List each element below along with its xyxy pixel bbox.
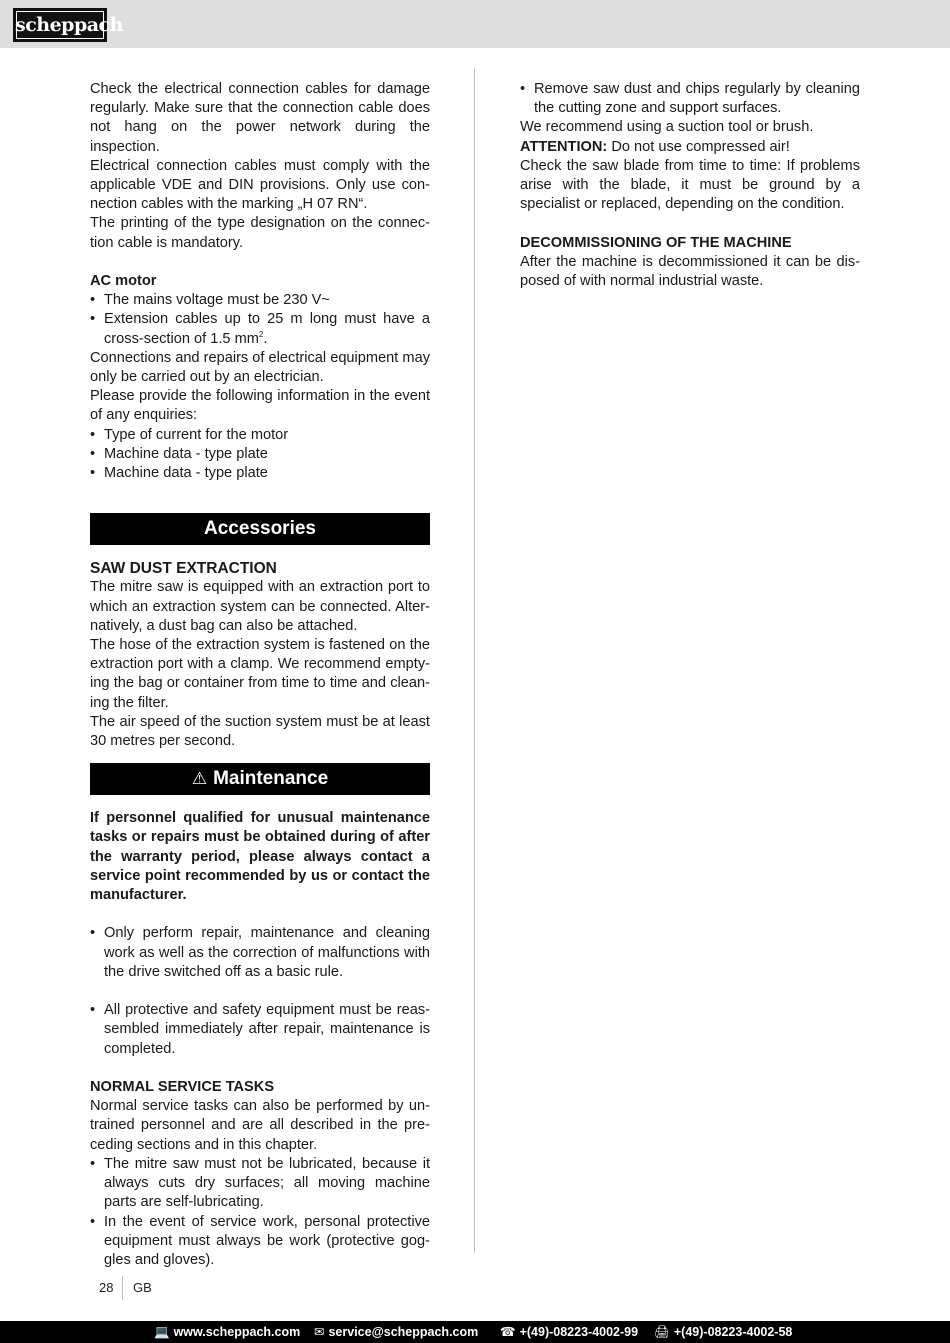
footer-phone: ☎ +(49)-08223-4002-99 — [500, 1325, 639, 1339]
header-bar — [0, 0, 950, 48]
cleaning-list — [520, 80, 860, 118]
normal-service-list — [90, 1155, 430, 1270]
list-item: • Type of current for the motor — [90, 426, 430, 445]
warning-icon: ⚠ — [191, 769, 208, 789]
computer-icon: 💻 — [154, 1325, 170, 1339]
suction-tool-para: We recommend using a suction tool or brush. — [520, 119, 814, 136]
ac-motor-heading: AC motor — [90, 273, 157, 290]
saw-dust-para-2: The hose of the extraction system is fastened on the extraction port with a clamp. We recommend emptying the bag or container from time to time and cleaning the filter. — [90, 637, 430, 711]
list-item: • All protective and safety equipment must be reassembled immediately after repair, maintenance is completed. — [90, 1001, 430, 1059]
decommissioning-para: After the machine is decommissioned it can be disposed of with normal industrial waste. — [520, 253, 860, 290]
maintenance-section-bar: ⚠ Maintenance — [90, 763, 430, 795]
attention-para: ATTENTION: Do not use compressed air! — [520, 138, 790, 155]
attention-label: ATTENTION: — [520, 138, 608, 155]
decommissioning-heading: DECOMMISSIONING OF THE MACHINE — [520, 234, 792, 251]
normal-service-para: Normal service tasks can also be performed by untrained personnel and are all described in the preceding sections and in this chapter. — [90, 1098, 430, 1153]
scheppach-logo: scheppach — [13, 8, 107, 42]
maintenance-list-1 — [90, 924, 430, 982]
list-item: • The mains voltage must be 230 V~ — [90, 291, 430, 310]
footer-fax: 🖨 +(49)-08223-4002-58 — [654, 1325, 793, 1339]
accessories-section-bar: Accessories — [90, 513, 430, 545]
intro-para-1: Check the electrical connection cables for damage regularly. Make sure that the connection cable does not hang on the power network during the inspection. — [90, 81, 430, 155]
normal-service-heading: NORMAL SERVICE TASKS — [90, 1079, 275, 1096]
footer-website: 💻 www.scheppach.com — [154, 1325, 301, 1339]
fax-icon: 🖨 — [654, 1325, 670, 1339]
intro-para-2: Electrical connection cables must comply with the applicable VDE and DIN provisions. Only use connection cables with the marking „H 07 RN“. — [90, 157, 430, 213]
ac-motor-para-2: Please provide the following information in the event of any enquiries: — [90, 388, 430, 424]
saw-dust-para-3: The air speed of the suction system must be at least 30 metres per second. — [90, 713, 430, 750]
list-item: • Remove saw dust and chips regularly by cleaning the cutting zone and support surfaces. — [520, 80, 860, 118]
left-column — [90, 80, 430, 1270]
page-language: GB — [133, 1280, 152, 1295]
list-item: • Machine data - type plate — [90, 464, 430, 483]
saw-dust-para-1: The mitre saw is equipped with an extraction port to which an extraction system can be connected. Alternatively, a dust bag can also be attached. — [90, 579, 430, 634]
page-number: 28 — [99, 1280, 114, 1295]
column-divider — [474, 68, 475, 1253]
list-item: • The mitre saw must not be lubricated, because it always cuts dry surfaces; all moving machine parts are self-lubricating. — [90, 1155, 430, 1213]
phone-icon: ☎ — [500, 1325, 516, 1339]
saw-dust-heading: SAW DUST EXTRACTION — [90, 560, 277, 578]
footer-bar — [0, 1321, 950, 1343]
saw-blade-para: Check the saw blade from time to time: If problems arise with the blade, it must be ground by a specialist or replaced, depending on the condition. — [520, 157, 860, 213]
list-item: • In the event of service work, personal protective equipment must always be work (protective goggles and gloves). — [90, 1213, 430, 1271]
list-item: • Extension cables up to 25 m long must have a cross-section of 1.5 $mm^2$. — [90, 310, 430, 348]
intro-para-3: The printing of the type designation on the connection cable is mandatory. — [90, 215, 430, 251]
maintenance-list-2 — [90, 1001, 430, 1059]
maintenance-bold-para: If personnel qualified for unusual maintenance tasks or repairs must be obtained during of after the warranty period, please always contact a service point recommended by us or contact the manufacturer. — [90, 810, 430, 904]
ac-motor-list — [90, 291, 430, 349]
mail-icon: ✉ — [314, 1325, 325, 1339]
list-item: • Only perform repair, maintenance and cleaning work as well as the correction of malfunctions with the drive switched off as a basic rule. — [90, 924, 430, 982]
page-separator — [122, 1276, 123, 1300]
list-item: • Machine data - type plate — [90, 445, 430, 464]
ac-motor-para-1: Connections and repairs of electrical equipment may only be carried out by an electrician. — [90, 349, 430, 386]
right-column — [520, 80, 860, 291]
enquiry-list — [90, 426, 430, 484]
footer-email: ✉ service@scheppach.com — [314, 1325, 479, 1339]
